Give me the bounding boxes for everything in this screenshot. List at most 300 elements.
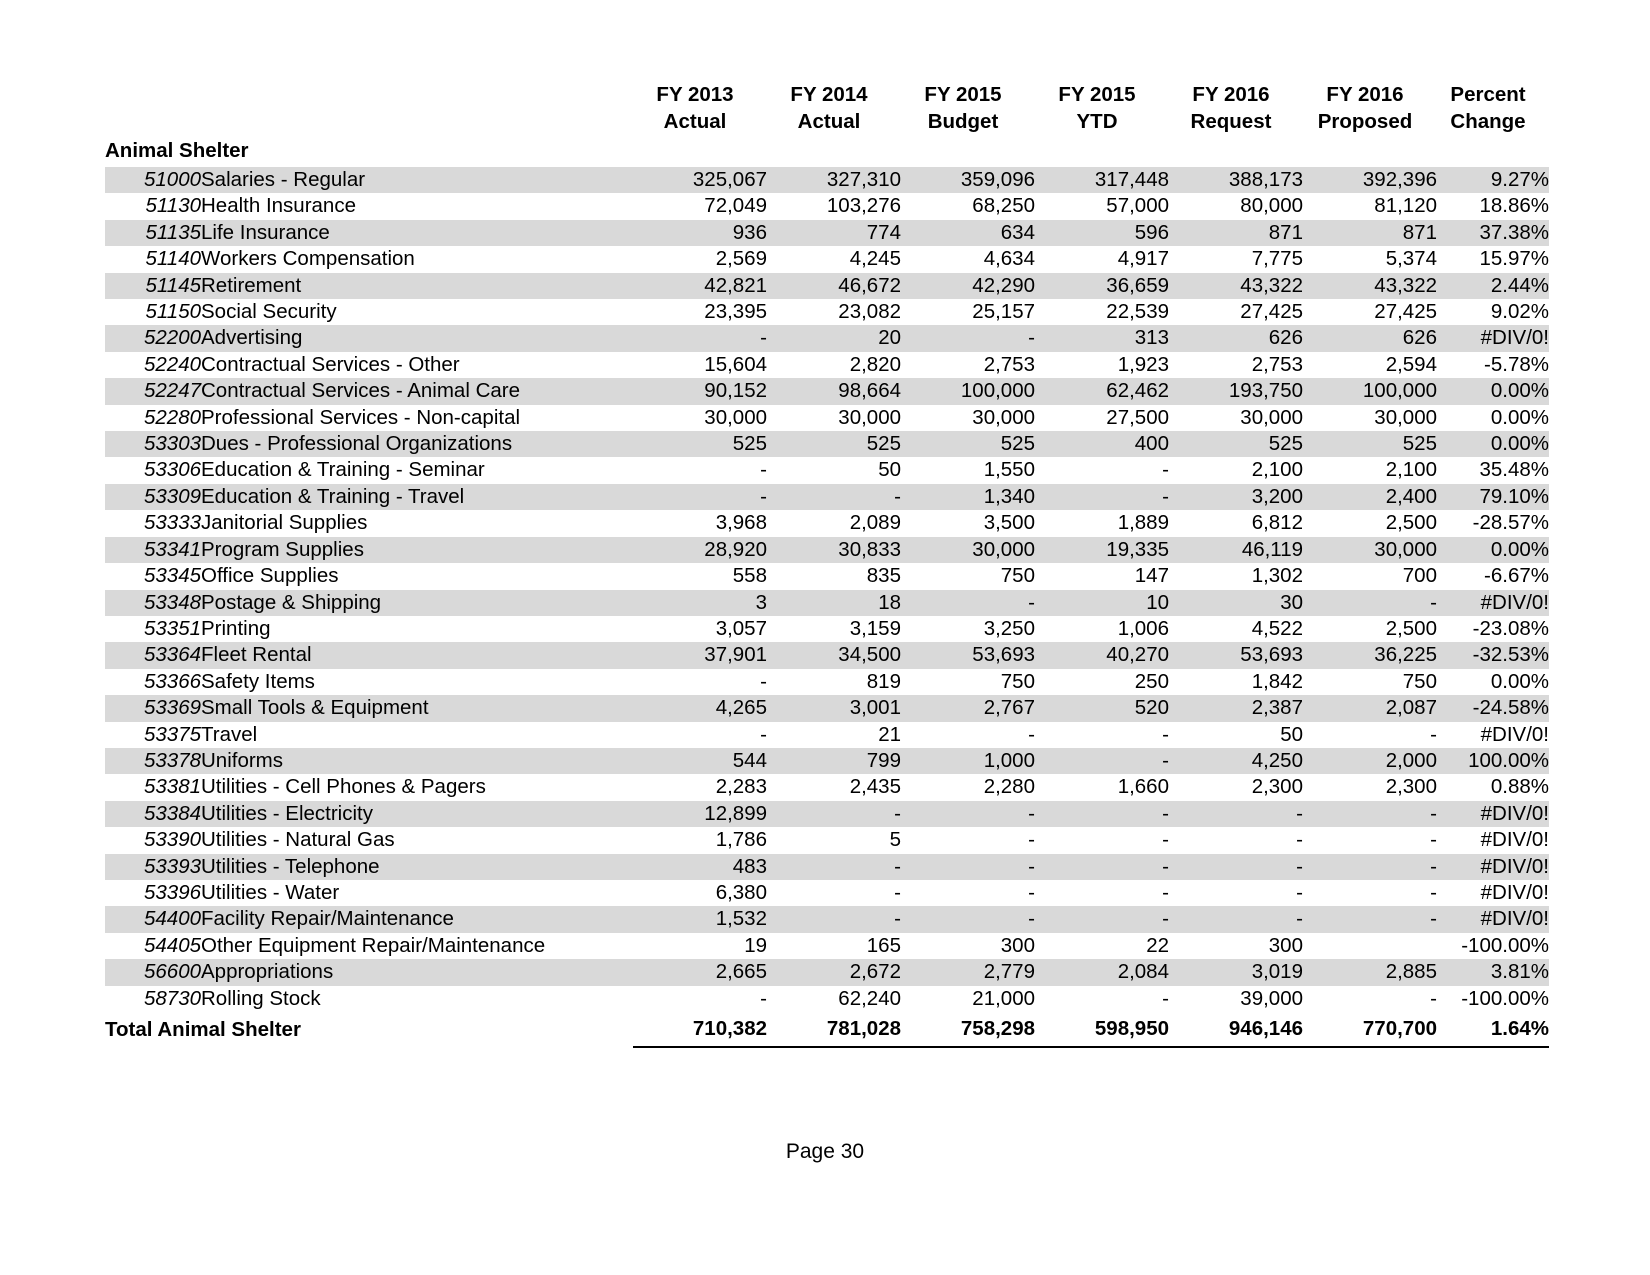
table-row — [105, 563, 1549, 589]
table-row — [105, 774, 1549, 800]
account-description-cell: Social Security — [201, 299, 633, 325]
account-code-cell: 54405 — [105, 933, 201, 959]
total-fy2015-budget-cell: 758,298 — [901, 1012, 1035, 1047]
fy2016-request-cell: 2,300 — [1169, 774, 1303, 800]
fy2014-actual-cell: 799 — [767, 748, 901, 774]
fy2014-actual-cell: 2,435 — [767, 774, 901, 800]
table-row — [105, 431, 1549, 457]
fy2016-request-cell: 4,250 — [1169, 748, 1303, 774]
fy2015-ytd-cell: 520 — [1035, 695, 1169, 721]
fy2016-proposed-cell: - — [1303, 880, 1437, 906]
fy2015-ytd-cell: 596 — [1035, 220, 1169, 246]
fy2016-request-cell: 46,119 — [1169, 537, 1303, 563]
fy2014-actual-cell: 2,820 — [767, 352, 901, 378]
account-description-cell: Uniforms — [201, 748, 633, 774]
fy2013-actual-cell: - — [633, 484, 767, 510]
fy2015-budget-cell: 1,340 — [901, 484, 1035, 510]
fy2016-proposed-cell: 750 — [1303, 669, 1437, 695]
table-row — [105, 854, 1549, 880]
fy2013-actual-cell: 325,067 — [633, 167, 767, 193]
fy2015-budget-cell: 100,000 — [901, 378, 1035, 404]
account-code-cell: 52200 — [105, 325, 201, 351]
fy2013-actual-cell: 37,901 — [633, 642, 767, 668]
account-code-cell: 51135 — [105, 220, 201, 246]
account-description-cell: Utilities - Natural Gas — [201, 827, 633, 853]
account-description-cell: Education & Training - Seminar — [201, 457, 633, 483]
account-code-cell: 53306 — [105, 457, 201, 483]
fy2013-actual-cell: 6,380 — [633, 880, 767, 906]
fy2014-actual-cell: - — [767, 484, 901, 510]
table-row — [105, 352, 1549, 378]
percent-change-cell: 9.27% — [1437, 167, 1549, 193]
fy2015-ytd-cell: 36,659 — [1035, 273, 1169, 299]
table-row — [105, 986, 1549, 1012]
table-row — [105, 273, 1549, 299]
percent-change-cell: 0.00% — [1437, 378, 1549, 404]
percent-change-cell: -100.00% — [1437, 986, 1549, 1012]
fy2015-ytd-cell: 22,539 — [1035, 299, 1169, 325]
header-fy2016-proposed — [1303, 62, 1437, 136]
fy2016-request-cell: 50 — [1169, 722, 1303, 748]
section-title: Animal Shelter — [105, 136, 1549, 167]
account-code-cell: 53303 — [105, 431, 201, 457]
header-line-2: Proposed — [1317, 110, 1413, 134]
fy2016-proposed-cell: 2,594 — [1303, 352, 1437, 378]
table-row — [105, 220, 1549, 246]
fy2015-ytd-cell: 1,923 — [1035, 352, 1169, 378]
fy2015-ytd-cell: 1,660 — [1035, 774, 1169, 800]
fy2016-request-cell: - — [1169, 854, 1303, 880]
total-fy2016-proposed-cell: 770,700 — [1303, 1012, 1437, 1047]
fy2015-ytd-cell: 313 — [1035, 325, 1169, 351]
fy2015-budget-cell: - — [901, 880, 1035, 906]
fy2015-ytd-cell: - — [1035, 880, 1169, 906]
account-code-cell: 53309 — [105, 484, 201, 510]
account-description-cell: Printing — [201, 616, 633, 642]
fy2016-proposed-cell: - — [1303, 986, 1437, 1012]
fy2016-request-cell: 300 — [1169, 933, 1303, 959]
fy2013-actual-cell: - — [633, 325, 767, 351]
fy2016-proposed-cell: 392,396 — [1303, 167, 1437, 193]
fy2013-actual-cell: 1,532 — [633, 906, 767, 932]
account-description-cell: Utilities - Cell Phones & Pagers — [201, 774, 633, 800]
total-row — [105, 1012, 1549, 1047]
fy2016-proposed-cell: 2,300 — [1303, 774, 1437, 800]
fy2016-request-cell: 3,200 — [1169, 484, 1303, 510]
table-row — [105, 933, 1549, 959]
fy2016-request-cell: 6,812 — [1169, 510, 1303, 536]
table-row — [105, 167, 1549, 193]
fy2016-proposed-cell: 2,400 — [1303, 484, 1437, 510]
fy2015-budget-cell: 300 — [901, 933, 1035, 959]
fy2016-request-cell: 39,000 — [1169, 986, 1303, 1012]
fy2015-ytd-cell: 10 — [1035, 590, 1169, 616]
fy2013-actual-cell: 4,265 — [633, 695, 767, 721]
table-header — [105, 62, 1549, 136]
account-code-cell: 53381 — [105, 774, 201, 800]
account-code-cell: 52280 — [105, 405, 201, 431]
header-line-2: Actual — [663, 110, 727, 134]
header-line-1: FY 2016 — [1192, 82, 1270, 106]
account-description-cell: Postage & Shipping — [201, 590, 633, 616]
account-description-cell: Dues - Professional Organizations — [201, 431, 633, 457]
fy2013-actual-cell: 3,057 — [633, 616, 767, 642]
account-description-cell: Utilities - Water — [201, 880, 633, 906]
percent-change-cell: 0.00% — [1437, 537, 1549, 563]
fy2015-ytd-cell: - — [1035, 801, 1169, 827]
fy2016-proposed-cell: 525 — [1303, 431, 1437, 457]
fy2016-request-cell: 53,693 — [1169, 642, 1303, 668]
header-percent-change — [1437, 62, 1549, 136]
account-code-cell: 53378 — [105, 748, 201, 774]
fy2014-actual-cell: - — [767, 854, 901, 880]
total-fy2013-actual-cell: 710,382 — [633, 1012, 767, 1047]
fy2014-actual-cell: 20 — [767, 325, 901, 351]
account-code-cell: 58730 — [105, 986, 201, 1012]
fy2015-budget-cell: 1,000 — [901, 748, 1035, 774]
fy2014-actual-cell: 5 — [767, 827, 901, 853]
fy2013-actual-cell: 72,049 — [633, 193, 767, 219]
fy2013-actual-cell: - — [633, 669, 767, 695]
fy2013-actual-cell: 2,283 — [633, 774, 767, 800]
fy2015-ytd-cell: - — [1035, 748, 1169, 774]
fy2015-ytd-cell: 1,889 — [1035, 510, 1169, 536]
fy2014-actual-cell: 18 — [767, 590, 901, 616]
fy2016-request-cell: 1,302 — [1169, 563, 1303, 589]
fy2016-request-cell: 1,842 — [1169, 669, 1303, 695]
fy2015-budget-cell: - — [901, 906, 1035, 932]
percent-change-cell: 3.81% — [1437, 959, 1549, 985]
account-code-cell: 53341 — [105, 537, 201, 563]
fy2016-proposed-cell: 871 — [1303, 220, 1437, 246]
percent-change-cell: #DIV/0! — [1437, 827, 1549, 853]
table-header-row — [105, 62, 1549, 136]
fy2015-ytd-cell: - — [1035, 484, 1169, 510]
fy2013-actual-cell: 3,968 — [633, 510, 767, 536]
fy2015-ytd-cell: 19,335 — [1035, 537, 1169, 563]
fy2014-actual-cell: 46,672 — [767, 273, 901, 299]
account-description-cell: Program Supplies — [201, 537, 633, 563]
table-row — [105, 801, 1549, 827]
fy2014-actual-cell: 103,276 — [767, 193, 901, 219]
fy2015-budget-cell: 21,000 — [901, 986, 1035, 1012]
percent-change-cell: -32.53% — [1437, 642, 1549, 668]
total-fy2016-request-cell: 946,146 — [1169, 1012, 1303, 1047]
fy2014-actual-cell: 819 — [767, 669, 901, 695]
fy2016-proposed-cell: 36,225 — [1303, 642, 1437, 668]
percent-change-cell: -100.00% — [1437, 933, 1549, 959]
fy2016-proposed-cell: 100,000 — [1303, 378, 1437, 404]
header-line-2: Actual — [797, 110, 861, 134]
fy2014-actual-cell: 50 — [767, 457, 901, 483]
fy2016-request-cell: 7,775 — [1169, 246, 1303, 272]
header-line-2: YTD — [1076, 110, 1118, 134]
account-description-cell: Life Insurance — [201, 220, 633, 246]
percent-change-cell: 35.48% — [1437, 457, 1549, 483]
account-description-cell: Appropriations — [201, 959, 633, 985]
fy2016-request-cell: 3,019 — [1169, 959, 1303, 985]
table-row — [105, 906, 1549, 932]
fy2014-actual-cell: 4,245 — [767, 246, 901, 272]
fy2015-budget-cell: 525 — [901, 431, 1035, 457]
header-line-2: Budget — [927, 110, 999, 134]
account-description-cell: Utilities - Telephone — [201, 854, 633, 880]
fy2016-request-cell: 27,425 — [1169, 299, 1303, 325]
table-row — [105, 193, 1549, 219]
page-footer: Page 30 — [785, 1140, 865, 1163]
fy2013-actual-cell: 23,395 — [633, 299, 767, 325]
total-fy2014-actual-cell: 781,028 — [767, 1012, 901, 1047]
fy2016-request-cell: 43,322 — [1169, 273, 1303, 299]
header-line-1: FY 2014 — [790, 82, 868, 106]
percent-change-cell: #DIV/0! — [1437, 722, 1549, 748]
fy2015-budget-cell: 750 — [901, 669, 1035, 695]
percent-change-cell: 0.00% — [1437, 669, 1549, 695]
fy2016-proposed-cell: 43,322 — [1303, 273, 1437, 299]
table-row — [105, 722, 1549, 748]
fy2013-actual-cell: - — [633, 457, 767, 483]
header-description — [201, 62, 633, 136]
fy2014-actual-cell: 525 — [767, 431, 901, 457]
percent-change-cell: 0.88% — [1437, 774, 1549, 800]
percent-change-cell: 79.10% — [1437, 484, 1549, 510]
fy2014-actual-cell: 327,310 — [767, 167, 901, 193]
table-row — [105, 880, 1549, 906]
fy2014-actual-cell: 835 — [767, 563, 901, 589]
fy2015-budget-cell: 53,693 — [901, 642, 1035, 668]
fy2015-budget-cell: 3,500 — [901, 510, 1035, 536]
fy2016-request-cell: - — [1169, 906, 1303, 932]
fy2016-proposed-cell: 30,000 — [1303, 405, 1437, 431]
header-line-1: FY 2016 — [1326, 82, 1404, 106]
fy2015-ytd-cell: 62,462 — [1035, 378, 1169, 404]
table-row — [105, 959, 1549, 985]
account-description-cell: Utilities - Electricity — [201, 801, 633, 827]
table-row — [105, 510, 1549, 536]
fy2016-proposed-cell: - — [1303, 906, 1437, 932]
account-description-cell: Safety Items — [201, 669, 633, 695]
table-row — [105, 827, 1549, 853]
fy2016-proposed-cell: - — [1303, 827, 1437, 853]
account-code-cell: 53375 — [105, 722, 201, 748]
percent-change-cell: #DIV/0! — [1437, 325, 1549, 351]
fy2013-actual-cell: - — [633, 722, 767, 748]
fy2016-proposed-cell: 626 — [1303, 325, 1437, 351]
fy2015-budget-cell: 68,250 — [901, 193, 1035, 219]
account-code-cell: 53366 — [105, 669, 201, 695]
fy2014-actual-cell: 30,000 — [767, 405, 901, 431]
percent-change-cell: -24.58% — [1437, 695, 1549, 721]
fy2015-ytd-cell: 27,500 — [1035, 405, 1169, 431]
table-row — [105, 378, 1549, 404]
account-code-cell: 53393 — [105, 854, 201, 880]
fy2015-ytd-cell: 4,917 — [1035, 246, 1169, 272]
fy2015-budget-cell: 30,000 — [901, 537, 1035, 563]
account-code-cell: 53351 — [105, 616, 201, 642]
fy2013-actual-cell: 525 — [633, 431, 767, 457]
fy2014-actual-cell: 3,001 — [767, 695, 901, 721]
fy2015-ytd-cell: - — [1035, 827, 1169, 853]
fy2015-ytd-cell: 1,006 — [1035, 616, 1169, 642]
account-code-cell: 56600 — [105, 959, 201, 985]
table-row — [105, 669, 1549, 695]
account-description-cell: Facility Repair/Maintenance — [201, 906, 633, 932]
table-row — [105, 484, 1549, 510]
fy2016-request-cell: 525 — [1169, 431, 1303, 457]
fy2015-budget-cell: 30,000 — [901, 405, 1035, 431]
fy2016-proposed-cell: 700 — [1303, 563, 1437, 589]
account-code-cell: 54400 — [105, 906, 201, 932]
account-code-cell: 52240 — [105, 352, 201, 378]
account-code-cell: 51000 — [105, 167, 201, 193]
fy2014-actual-cell: 2,672 — [767, 959, 901, 985]
fy2015-ytd-cell: 40,270 — [1035, 642, 1169, 668]
fy2013-actual-cell: 2,569 — [633, 246, 767, 272]
fy2016-proposed-cell: - — [1303, 854, 1437, 880]
account-description-cell: Advertising — [201, 325, 633, 351]
account-description-cell: Travel — [201, 722, 633, 748]
fy2014-actual-cell: 774 — [767, 220, 901, 246]
fy2015-ytd-cell: - — [1035, 854, 1169, 880]
fy2016-proposed-cell: 27,425 — [1303, 299, 1437, 325]
percent-change-cell: 100.00% — [1437, 748, 1549, 774]
table-row — [105, 457, 1549, 483]
account-description-cell: Salaries - Regular — [201, 167, 633, 193]
fy2015-ytd-cell: 147 — [1035, 563, 1169, 589]
fy2013-actual-cell: 1,786 — [633, 827, 767, 853]
section-title-row — [105, 136, 1549, 167]
fy2013-actual-cell: 2,665 — [633, 959, 767, 985]
fy2014-actual-cell: 3,159 — [767, 616, 901, 642]
fy2015-budget-cell: 25,157 — [901, 299, 1035, 325]
fy2015-ytd-cell: - — [1035, 906, 1169, 932]
account-code-cell: 53364 — [105, 642, 201, 668]
fy2016-request-cell: 2,753 — [1169, 352, 1303, 378]
table-row — [105, 642, 1549, 668]
fy2015-ytd-cell: 57,000 — [1035, 193, 1169, 219]
account-description-cell: Professional Services - Non-capital — [201, 405, 633, 431]
fy2015-ytd-cell: - — [1035, 986, 1169, 1012]
fy2013-actual-cell: 90,152 — [633, 378, 767, 404]
header-fy2014-actual — [767, 62, 901, 136]
fy2015-budget-cell: 634 — [901, 220, 1035, 246]
fy2015-ytd-cell: - — [1035, 457, 1169, 483]
fy2013-actual-cell: 483 — [633, 854, 767, 880]
fy2015-budget-cell: 2,779 — [901, 959, 1035, 985]
fy2014-actual-cell: - — [767, 906, 901, 932]
header-line-2: Change — [1450, 110, 1526, 134]
fy2016-request-cell: 871 — [1169, 220, 1303, 246]
table-row — [105, 616, 1549, 642]
fy2013-actual-cell: 42,821 — [633, 273, 767, 299]
fy2015-ytd-cell: 22 — [1035, 933, 1169, 959]
fy2015-budget-cell: - — [901, 827, 1035, 853]
percent-change-cell: 37.38% — [1437, 220, 1549, 246]
percent-change-cell: -23.08% — [1437, 616, 1549, 642]
fy2013-actual-cell: 30,000 — [633, 405, 767, 431]
account-code-cell: 53333 — [105, 510, 201, 536]
fy2016-proposed-cell: 2,500 — [1303, 510, 1437, 536]
fy2014-actual-cell: 2,089 — [767, 510, 901, 536]
fy2015-ytd-cell: 2,084 — [1035, 959, 1169, 985]
percent-change-cell: 15.97% — [1437, 246, 1549, 272]
fy2013-actual-cell: 15,604 — [633, 352, 767, 378]
fy2016-proposed-cell: 2,100 — [1303, 457, 1437, 483]
fy2013-actual-cell: - — [633, 986, 767, 1012]
fy2013-actual-cell: 3 — [633, 590, 767, 616]
account-description-cell: Health Insurance — [201, 193, 633, 219]
fy2016-proposed-cell: 2,000 — [1303, 748, 1437, 774]
percent-change-cell: 18.86% — [1437, 193, 1549, 219]
table-row — [105, 246, 1549, 272]
table-body — [105, 136, 1549, 1047]
account-description-cell: Contractual Services - Other — [201, 352, 633, 378]
fy2015-budget-cell: 2,753 — [901, 352, 1035, 378]
fy2014-actual-cell: 21 — [767, 722, 901, 748]
account-code-cell: 53345 — [105, 563, 201, 589]
fy2015-budget-cell: 42,290 — [901, 273, 1035, 299]
percent-change-cell: -5.78% — [1437, 352, 1549, 378]
fy2014-actual-cell: - — [767, 880, 901, 906]
account-code-cell: 53384 — [105, 801, 201, 827]
header-fy2015-budget — [901, 62, 1035, 136]
percent-change-cell: 0.00% — [1437, 431, 1549, 457]
percent-change-cell: 2.44% — [1437, 273, 1549, 299]
fy2014-actual-cell: 23,082 — [767, 299, 901, 325]
account-description-cell: Education & Training - Travel — [201, 484, 633, 510]
table-row — [105, 748, 1549, 774]
fy2016-proposed-cell: - — [1303, 801, 1437, 827]
fy2016-request-cell: 80,000 — [1169, 193, 1303, 219]
fy2014-actual-cell: - — [767, 801, 901, 827]
fy2016-proposed-cell: - — [1303, 722, 1437, 748]
fy2015-budget-cell: 2,767 — [901, 695, 1035, 721]
fy2015-budget-cell: 1,550 — [901, 457, 1035, 483]
fy2015-ytd-cell: 400 — [1035, 431, 1169, 457]
header-line-1: FY 2013 — [656, 82, 734, 106]
header-fy2016-request — [1169, 62, 1303, 136]
header-line-1: FY 2015 — [924, 82, 1002, 106]
fy2013-actual-cell: 936 — [633, 220, 767, 246]
fy2016-proposed-cell: 2,885 — [1303, 959, 1437, 985]
account-description-cell: Rolling Stock — [201, 986, 633, 1012]
header-line-2: Request — [1190, 110, 1272, 134]
fy2015-budget-cell: 750 — [901, 563, 1035, 589]
fy2016-proposed-cell: 5,374 — [1303, 246, 1437, 272]
fy2015-budget-cell: 3,250 — [901, 616, 1035, 642]
fy2016-proposed-cell: - — [1303, 590, 1437, 616]
percent-change-cell: -6.67% — [1437, 563, 1549, 589]
fy2015-budget-cell: 4,634 — [901, 246, 1035, 272]
account-code-cell: 53396 — [105, 880, 201, 906]
total-label: Total Animal Shelter — [105, 1012, 633, 1047]
account-description-cell: Office Supplies — [201, 563, 633, 589]
account-description-cell: Small Tools & Equipment — [201, 695, 633, 721]
fy2014-actual-cell: 98,664 — [767, 378, 901, 404]
fy2016-proposed-cell: 30,000 — [1303, 537, 1437, 563]
account-code-cell: 51150 — [105, 299, 201, 325]
percent-change-cell: #DIV/0! — [1437, 590, 1549, 616]
account-code-cell: 51130 — [105, 193, 201, 219]
fy2015-budget-cell: 359,096 — [901, 167, 1035, 193]
percent-change-cell: #DIV/0! — [1437, 854, 1549, 880]
fy2015-budget-cell: - — [901, 590, 1035, 616]
table-row — [105, 325, 1549, 351]
fy2016-request-cell: 2,387 — [1169, 695, 1303, 721]
fy2015-budget-cell: 2,280 — [901, 774, 1035, 800]
account-code-cell: 51145 — [105, 273, 201, 299]
fy2016-request-cell: 4,522 — [1169, 616, 1303, 642]
